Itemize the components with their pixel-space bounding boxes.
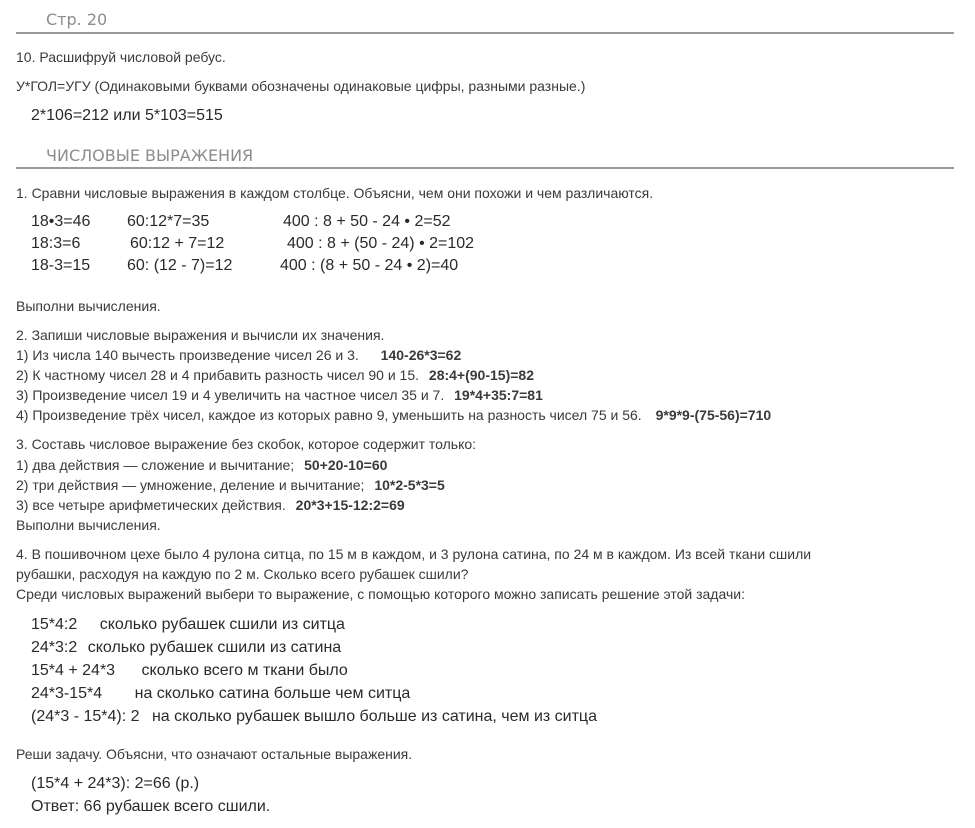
expression-description: сколько всего м ткани было xyxy=(141,662,348,679)
task2-item xyxy=(16,385,543,405)
page-number: Стр. 20 xyxy=(46,10,108,29)
task2-item-text: 3) Произведение чисел 19 и 4 увеличить на частное чисел 35 и 7. xyxy=(16,387,445,403)
task2-item-answer: 28:4+(90-15)=82 xyxy=(428,367,534,383)
task3-item xyxy=(16,495,405,515)
task2-item xyxy=(16,405,771,425)
expression: 18:3=6 xyxy=(31,235,81,252)
task2-item xyxy=(16,345,461,365)
page-number-header xyxy=(16,6,954,34)
expression: 60:12 + 7=12 xyxy=(130,235,225,252)
task3-title: 3. Составь числовое выражение без скобок, которое содержит только: xyxy=(16,436,477,452)
expression: 400 : 8 + 50 - 24 • 2=52 xyxy=(283,213,451,230)
expression: 18•3=46 xyxy=(31,213,91,230)
task1-footer: Выполни вычисления. xyxy=(16,298,161,314)
expression: 24*3-15*4 xyxy=(31,685,103,702)
expression-description: на сколько рубашек вышло больше из сатина, чем из ситца xyxy=(151,708,597,725)
expression: (24*3 - 15*4): 2 xyxy=(31,708,140,725)
task2-item-answer: 19*4+35:7=81 xyxy=(454,387,543,403)
expression-description: сколько рубашек сшили из сатина xyxy=(87,639,342,656)
task2-item-text: 4) Произведение трёх чисел, каждое из которых равно 9, уменьшить на разность чисел 75 и 56. xyxy=(16,407,642,423)
task3-item xyxy=(16,475,445,495)
task3-item-answer: 20*3+15-12:2=69 xyxy=(295,497,405,513)
expression: 24*3:2 xyxy=(31,639,78,656)
task4-line-2: рубашки, расходуя на каждую по 2 м. Сколько всего рубашек сшили? xyxy=(16,566,469,582)
task3-item-answer: 50+20-10=60 xyxy=(304,457,388,473)
task2-item-text: 1) Из числа 140 вычесть произведение чисел 26 и 3. xyxy=(16,347,359,363)
task2-item-answer: 9*9*9-(75-56)=710 xyxy=(655,407,772,423)
expression: 15*4 + 24*3 xyxy=(31,662,116,679)
task10-answer: 2*106=212 или 5*103=515 xyxy=(31,107,223,124)
task4-expression xyxy=(31,682,410,705)
section-header xyxy=(16,143,954,169)
task2-item-text: 2) К частному чисел 28 и 4 прибавить разность чисел 90 и 15. xyxy=(16,367,420,383)
expression-description: на сколько сатина больше чем ситца xyxy=(134,685,411,702)
task10-title: 10. Расшифруй числовой ребус. xyxy=(16,49,226,65)
expression: 15*4:2 xyxy=(31,616,78,633)
task4-expression xyxy=(31,705,597,728)
expression: 60: (12 - 7)=12 xyxy=(127,257,233,274)
task4-expression xyxy=(31,636,341,659)
task2-item-answer: 140-26*3=62 xyxy=(380,347,462,363)
task1-column-3 xyxy=(280,211,475,277)
task3-item-text: 1) два действия — сложение и вычитание; xyxy=(16,457,295,473)
expression: 400 : 8 + (50 - 24) • 2=102 xyxy=(287,235,475,252)
expression: 18-3=15 xyxy=(31,257,91,274)
task4-line-1: 4. В пошивочном цехе было 4 рулона ситца, по 15 м в каждом, и 3 рулона сатина, по 24 м в каждом. Из всей ткани сшили xyxy=(16,546,812,562)
task4-instruction: Реши задачу. Объясни, что означают остальные выражения. xyxy=(16,746,413,762)
task4-solution: (15*4 + 24*3): 2=66 (р.) xyxy=(31,775,200,792)
task3-footer: Выполни вычисления. xyxy=(16,517,161,533)
task3-item xyxy=(16,455,387,475)
task1-column-2 xyxy=(127,211,232,277)
task4-expression xyxy=(31,659,348,682)
task2-item xyxy=(16,365,534,385)
task4-answer: Ответ: 66 рубашек всего сшили. xyxy=(31,798,271,815)
task4-expression xyxy=(31,613,345,636)
expression-description: сколько рубашек сшили из ситца xyxy=(99,616,345,633)
task4-line-3: Среди числовых выражений выбери то выражение, с помощью которого можно записать решение этой задачи: xyxy=(16,586,745,602)
task10-condition: У*ГОЛ=УГУ (Одинаковыми буквами обозначены одинаковые цифры, разными разные.) xyxy=(16,78,586,94)
expression: 60:12*7=35 xyxy=(127,213,210,230)
expression: 400 : (8 + 50 - 24 • 2)=40 xyxy=(280,257,459,274)
task2-title: 2. Запиши числовые выражения и вычисли их значения. xyxy=(16,327,385,343)
task1-title: 1. Сравни числовые выражения в каждом столбце. Объясни, чем они похожи и чем различаются. xyxy=(16,185,654,201)
task3-item-text: 2) три действия — умножение, деление и вычитание; xyxy=(16,477,365,493)
task1-column-1 xyxy=(31,211,90,277)
task3-item-text: 3) все четыре арифметических действия. xyxy=(16,497,286,513)
section-title: ЧИСЛОВЫЕ ВЫРАЖЕНИЯ xyxy=(46,146,254,165)
task3-item-answer: 10*2-5*3=5 xyxy=(374,477,445,493)
